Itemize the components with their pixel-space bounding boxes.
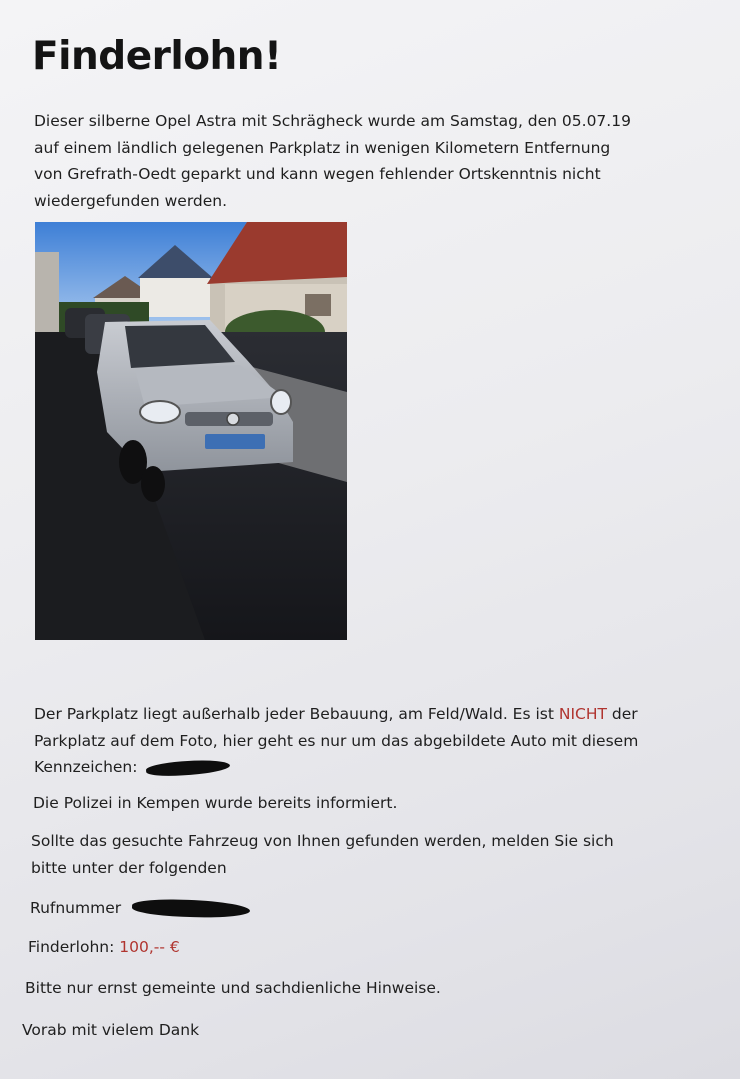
nicht-emphasis: NICHT [558,705,607,723]
contact-text: Sollte das gesuchte Fahrzeug von Ihnen gefunden werden, melden Sie sich [31,832,614,850]
thanks-line: Vorab mit vielem Dank [22,1021,200,1039]
hint-line: Bitte nur ernst gemeinte und sachdienliche Hinweise. [25,979,441,997]
reward-amount: 100,-- € [119,938,180,956]
contact-paragraph [31,828,691,881]
contact-text: bitte unter der folgenden [31,858,227,877]
intro-line: von Grefrath-Oedt geparkt und kann wegen fehlender Ortskenntnis nicht [34,165,601,183]
plate-label: Kennzeichen: [34,758,143,776]
redacted-license-plate [146,758,231,778]
parking-text: der [606,705,638,723]
parking-paragraph [34,701,694,781]
intro-line: wiedergefunden werden. [34,191,228,210]
reward-label: Finderlohn: [28,938,120,956]
intro-line: Dieser silberne Opel Astra mit Schrägheck wurde am Samstag, den 05.07.19 [34,112,631,130]
parking-text: Der Parkplatz liegt außerhalb jeder Bebauung, am Feld/Wald. Es ist [34,705,559,723]
reward-line [28,934,180,961]
accent-color [0,0,1,1]
phone-label: Rufnummer [30,899,127,917]
intro-line: auf einem ländlich gelegenen Parkplatz in wenigen Kilometern Entfernung [34,138,611,157]
redacted-phone-number [132,898,251,919]
police-note: Die Polizei in Kempen wurde bereits informiert. [33,794,398,812]
intro-paragraph [34,108,674,214]
page-title: Finderlohn! [32,34,282,79]
car-photo-illustration [35,222,347,640]
parking-text: Parkplatz auf dem Foto, hier geht es nur um das abgebildete Auto mit diesem [34,731,639,750]
phone-line [30,895,250,922]
car-photo [35,222,347,640]
